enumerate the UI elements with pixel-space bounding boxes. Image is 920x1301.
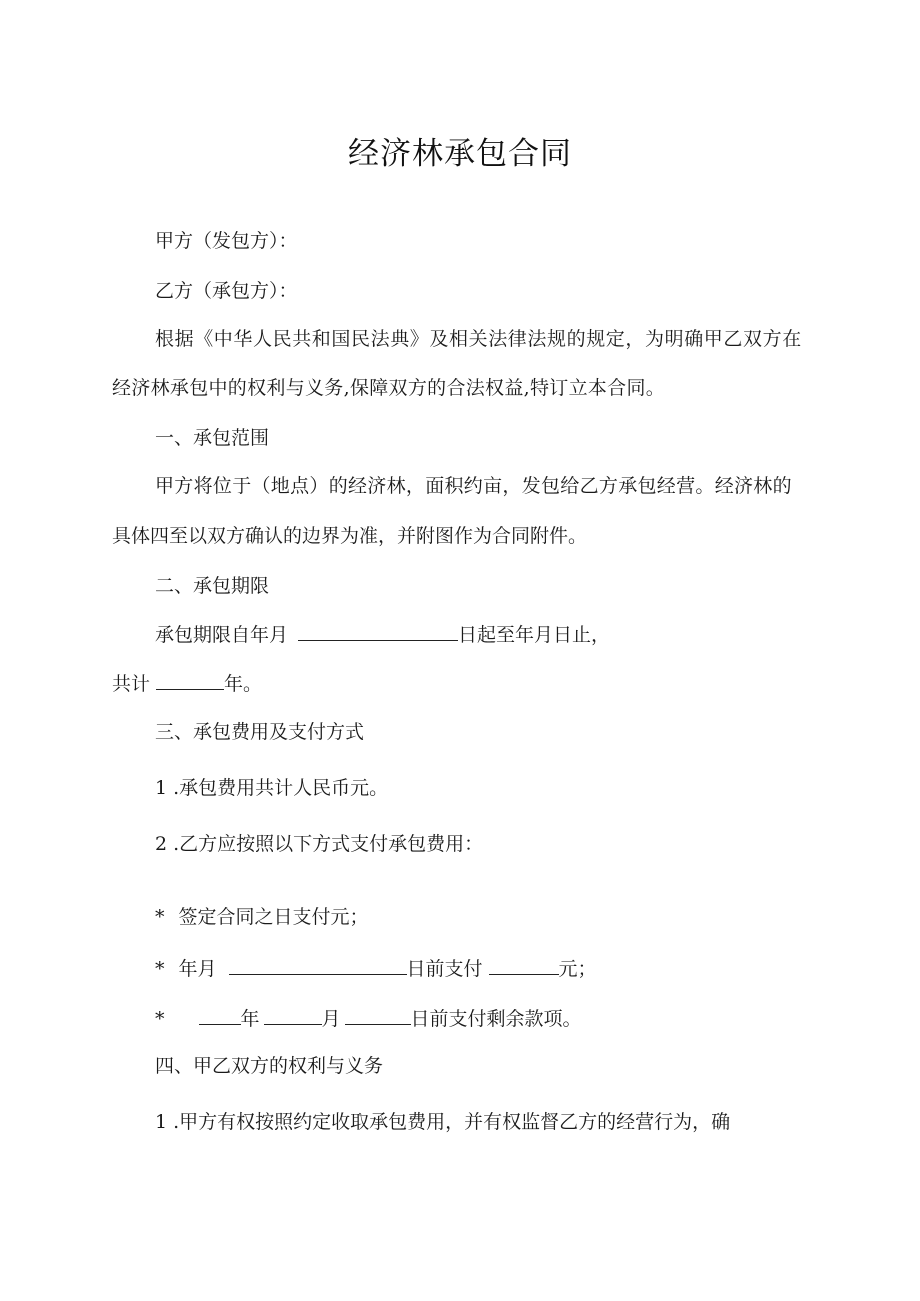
section-4-heading: 四、甲乙双方的权利与义务: [155, 1055, 384, 1077]
section-1-line-2: 具体四至以双方确认的边界为准，并附图作为合同附件。: [112, 525, 588, 547]
payment-item-1-text: 签定合同之日支付元；: [178, 906, 369, 928]
section-1-heading: 一、承包范围: [155, 427, 270, 449]
rights-item-1: 1 .甲方有权按照约定收取承包费用，并有权监督乙方的经营行为，确: [155, 1111, 731, 1133]
document-title: 经济林承包合同: [348, 136, 572, 172]
payment-date-blank[interactable]: [229, 956, 407, 975]
party-b-line: 乙方（承包方）：: [155, 280, 298, 302]
payment-item-3: [155, 1006, 582, 1031]
total-line: [112, 671, 262, 696]
section-3-heading: 三、承包费用及支付方式: [155, 721, 365, 743]
payment-item-2-date-label: 年月: [178, 958, 217, 980]
total-years-blank[interactable]: [156, 671, 224, 690]
total-unit: 年。: [224, 673, 263, 695]
payment-item-2-unit: 元；: [558, 958, 597, 980]
section-2-heading: 二、承包期限: [155, 575, 270, 597]
party-a-line: 甲方（发包方）：: [155, 230, 298, 252]
fee-item-2: 2 .乙方应按照以下方式支付承包费用：: [155, 833, 484, 855]
final-day-blank[interactable]: [345, 1006, 411, 1025]
total-label: 共计: [112, 673, 151, 695]
term-end-label: 日起至年月日止，: [458, 624, 611, 646]
final-payment-text: 日前支付剩余款项。: [410, 1008, 582, 1030]
payment-item-2-pay-label: 日前支付: [406, 958, 483, 980]
payment-item-1: [155, 905, 369, 929]
final-month-label: 月: [321, 1008, 341, 1030]
term-line: [155, 622, 610, 647]
payment-item-2: [155, 956, 597, 981]
bullet-icon: *: [155, 1008, 165, 1030]
bullet-icon: *: [155, 906, 165, 928]
fee-item-1: 1 .承包费用共计人民币元。: [155, 777, 389, 799]
term-start-blank[interactable]: [298, 622, 458, 641]
preamble-line-2: 经济林承包中的权利与义务,保障双方的合法权益,特订立本合同。: [112, 377, 666, 399]
preamble-line-1: 根据《中华人民共和国民法典》及相关法律法规的规定，为明确甲乙双方在: [155, 328, 802, 350]
final-month-blank[interactable]: [264, 1006, 322, 1025]
payment-amount-blank[interactable]: [489, 956, 559, 975]
term-start-label: 承包期限自年月: [155, 624, 289, 646]
section-1-line-1: 甲方将位于（地点）的经济林，面积约亩，发包给乙方承包经营。经济林的: [155, 475, 792, 497]
final-year-label: 年: [240, 1008, 260, 1030]
bullet-icon: *: [155, 958, 165, 980]
final-year-blank[interactable]: [199, 1006, 241, 1025]
